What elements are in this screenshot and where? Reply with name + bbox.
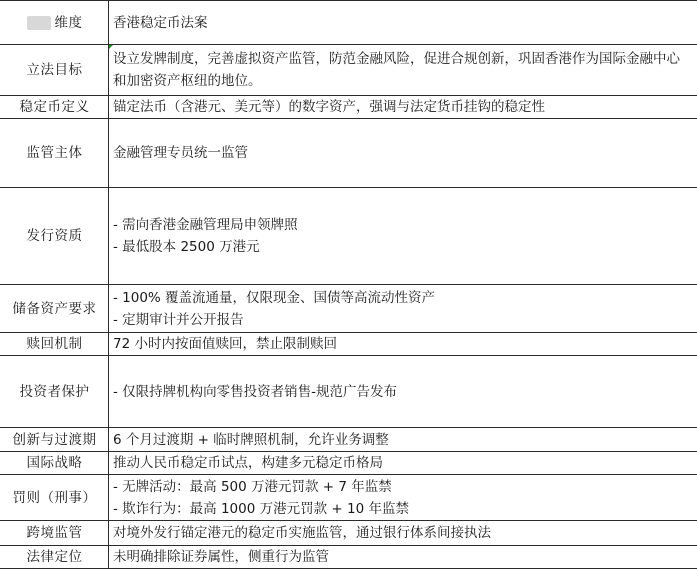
row-dimension: 投资者保护 [1,356,109,428]
row-content-line: 推动人民币稳定币试点，构建多元稳定币格局 [113,452,691,474]
row-content [109,333,697,356]
row-content [109,285,697,333]
row-content [109,546,697,569]
row-content [109,119,697,188]
row-dimension: 赎回机制 [1,333,109,356]
table-row [1,356,697,428]
table-row [1,546,697,569]
row-content-line: 72 小时内按面值赎回，禁止限制赎回 [113,333,691,355]
table-header-row [1,1,697,45]
row-content [109,475,697,521]
row-content-line: - 仅限持牌机构向零售投资者销售-规范广告发布 [113,381,691,403]
row-dimension: 发行资质 [1,188,109,285]
row-content-line: 锚定法币（含港元、美元等）的数字资产，强调与法定货币挂钩的稳定性 [113,96,691,118]
row-content-line: - 最低股本 2500 万港元 [113,236,691,258]
row-dimension: 监管主体 [1,119,109,188]
row-content-line: - 需向香港金融管理局申领牌照 [113,214,691,236]
row-content [109,452,697,475]
header-dimension-cell [1,1,109,45]
table-row [1,452,697,475]
table-row [1,45,697,96]
table-row [1,428,697,452]
row-dimension: 跨境监管 [1,521,109,546]
row-content [109,96,697,119]
row-content-line: - 无牌活动：最高 500 万港元罚款 + 7 年监禁 [113,476,691,498]
table-row [1,119,697,188]
table-row [1,285,697,333]
header-column-label: 香港稳定币法案 [113,15,208,31]
table-row [1,521,697,546]
row-content [109,521,697,546]
table-row [1,188,697,285]
row-content-line: 设立发牌制度，完善虚拟资产监管，防范金融风险，促进合规创新，巩固香港作为国际金融中心和加密资产枢纽的地位。 [113,48,691,92]
header-dimension-label: 维度 [55,15,83,31]
row-content-line: 6 个月过渡期 + 临时牌照机制，允许业务调整 [113,429,691,451]
row-content-line: 金融管理专员统一监管 [113,142,691,164]
table-row [1,96,697,119]
row-dimension: 稳定币定义 [1,96,109,119]
row-dimension: 法律定位 [1,546,109,569]
header-column-cell [109,1,697,45]
row-content-line: - 定期审计并公开报告 [113,309,691,331]
row-content-line: - 欺诈行为：最高 1000 万港元罚款 + 10 年监禁 [113,498,691,520]
row-dimension: 储备资产要求 [1,285,109,333]
row-dimension: 罚则（刑事） [1,475,109,521]
redacted-mark [27,16,51,30]
row-content [109,428,697,452]
row-content-line: 未明确排除证券属性，侧重行为监管 [113,546,691,568]
row-content [109,188,697,285]
row-content-line: 对境外发行锚定港元的稳定币实施监管，通过银行体系间接执法 [113,522,691,544]
row-content [109,356,697,428]
row-dimension: 国际战略 [1,452,109,475]
row-dimension: 创新与过渡期 [1,428,109,452]
row-content [109,45,697,96]
table-row [1,333,697,356]
row-content-line: - 100% 覆盖流通量，仅限现金、国债等高流动性资产 [113,287,691,309]
table-row [1,475,697,521]
row-dimension: 立法目标 [1,45,109,96]
